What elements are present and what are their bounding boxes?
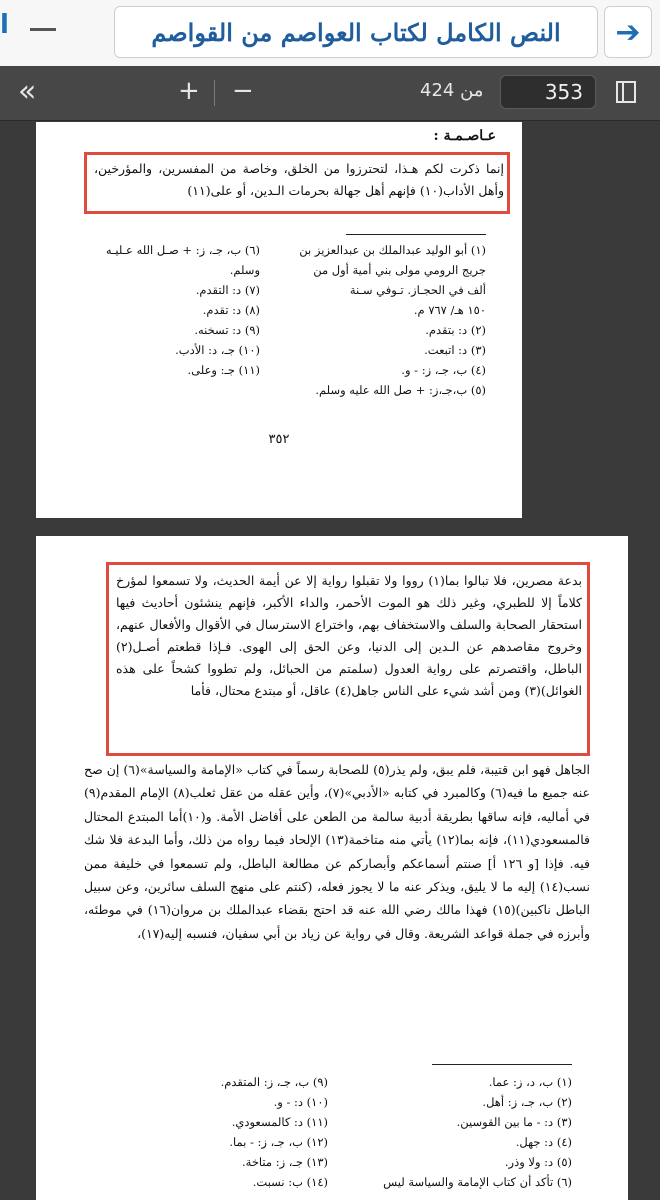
- body-paragraph: الجاهل فهو ابن قتيبة، فلم يبق، ولم يذر(٥) للصحابة رسماً في كتاب «الإمامة والسياسة»(٦) إن صح عنه جميع ما فيه(٦) وكالمبرد في كتابه «الأدبي»(٧)، وأين عقله من عقل ثعلب(٨) الإمام المقدم(٩) في أماليه، فإنه ساقها بطريقة أدبية سالمة من الطعن على أفاضل الأمة. و(١٠)أما المبتدع المحتال فالمسعودي(١١)، فإنه بما(١٢) يأتي منه متاخمة(١٣) الإلحاد فيما رواه من ذلك، وأما البدعة فلا شك فيه. فإذا [و ١٢٦ أ] صنتم أسماعكم وأبصاركم عن مطالعة الباطل، ولم تسمعوا في خليفة ممن نسب(١٤) إليه ما لا يليق، ويذكر عنه ما لا يجوز فعله، (كنتم على منهج السلف سائرين، وعن سبيل الباطل ناكبين)(١٥) فهذا مالك رضي الله عنه قد احتج بقضاء عبدالملك بن مروان(١٦) في موطئه، وأبرزه في جملة قواعد الشريعة. وقال في رواية عن زياد بن أبي سفيان، فنسبه إليه(١٧)،: [84, 762, 591, 941]
- top-nav-bar: [0, 0, 660, 67]
- footnote: (٦) ب، جـ، ز: + صـل الله عـليـه: [105, 243, 260, 257]
- pdf-page-353: [36, 536, 628, 1200]
- footnote: (١٠) د: - و.: [273, 1095, 328, 1109]
- page-number: ٣٥٢: [268, 432, 290, 447]
- toolbar-divider: [214, 80, 215, 106]
- footnote: ألف في الحجـاز. تـوفي سـنة: [349, 283, 486, 297]
- document-title: النص الكامل لكتاب العواصم من القواصم: [151, 17, 561, 47]
- footnote: ١٥٠ هـ/ ٧٦٧ م.: [413, 303, 486, 317]
- zoom-in-button[interactable]: +: [178, 76, 200, 106]
- footnote: وسلم.: [229, 263, 260, 277]
- footnotes-left-column: [128, 1072, 328, 1192]
- footnote: (١) ب، د، ز: عما.: [488, 1075, 572, 1089]
- footnote: (٥) ب،جـ،ز: + صل الله عليه وسلم.: [315, 383, 486, 397]
- footnote: (٣) د: اتبعت.: [424, 343, 486, 357]
- footnote: (٥) د: ولا وذر.: [504, 1155, 572, 1169]
- section-heading: عـاصـمـة :: [433, 128, 496, 144]
- footnote: (١٢) ب، جـ، ز: - بما.: [229, 1135, 328, 1149]
- edge-character: ا: [0, 10, 9, 40]
- sidebar-toggle-icon[interactable]: [616, 81, 636, 103]
- pdf-page-352: [36, 122, 522, 518]
- footnote-divider: [346, 234, 486, 235]
- footnote: (٨) د: تقدم.: [202, 303, 260, 317]
- footnote: (٤) د: جهل.: [515, 1135, 572, 1149]
- footnote: جريج الرومي مولى بني أمية أول من: [313, 263, 486, 277]
- double-chevron-left-icon[interactable]: «: [18, 74, 29, 109]
- arrow-right-icon: ➔: [615, 14, 641, 50]
- page-number-input[interactable]: [500, 75, 596, 109]
- back-button[interactable]: [604, 6, 652, 58]
- footnote: (١١) جـ: وعلى.: [187, 363, 260, 377]
- document-title-box: [114, 6, 598, 58]
- footnote: (٢) د: بتقدم.: [425, 323, 486, 337]
- footnote: (١٣) جـ، ز: متاخة.: [242, 1155, 328, 1169]
- footnote: (٣) د: - ما بين القوسين.: [456, 1115, 572, 1129]
- highlighted-paragraph: بدعة مصرين، فلا تبالوا بما(١) رووا ولا تقبلوا رواية إلا عن أيمة الحديث، ولا تسمعوا لمؤرخ كلاماً إلا للطبري، وغير ذلك هو الموت الأحمر، والداء الأكبر، فإنهم ينشئون أحاديث فيها استحقار الصحابة والسلف والاستخفاف بهم، واختراع الاسترسال في الأقوال والأفعال عنهم، وخروج مقاصدهم عن الـدين إلى الدنيا، وعن الحق إلى الهوى. فـإذا قطعتم أصـل(٢) الباطل، واقتصرتم على رواية العدول (سلمتم من الحبائل، ولم تطووا كشحاً على هذه الغوائل)(٣) ومن أشد شيء على الناس جاهل(٤) عاقل، أو مبتدع محتال، فأما: [116, 573, 583, 698]
- viewer-toolbar: [0, 66, 660, 121]
- footnote: (١١) د: كالمسعودي.: [231, 1115, 328, 1129]
- footnote: (٧) د: التقدم.: [195, 283, 260, 297]
- footnote: (١٠) جـ، د: الأدب.: [175, 343, 260, 357]
- footnotes-right-column: [342, 1072, 572, 1192]
- footnote: (١٤) ب: نسبت.: [252, 1175, 328, 1189]
- highlighted-paragraph: إنما ذكرت لكم هـذا، لتحترزوا من الخلق، وخاصة من المفسرين، والمؤرخين، وأهل الأداب(١٠) فإنهم أهل جهالة بحرمات الـدين، أو على(١١): [94, 161, 504, 198]
- footnote: (٦) تأكد أن كتاب الإمامة والسياسة ليس: [383, 1175, 572, 1189]
- footnotes-right-column: [276, 240, 486, 400]
- footnote: (٤) ب، جـ، ز: - و.: [401, 363, 486, 377]
- footnote: (٩) د: تسخنه.: [194, 323, 260, 337]
- footnote: (٢) ب، جـ، ز: أهل.: [482, 1095, 572, 1109]
- total-pages-label: من 424: [420, 80, 484, 101]
- footnotes-left-column: [60, 240, 260, 380]
- footnote: (٩) ب، جـ، ز: المتقدم.: [220, 1075, 328, 1089]
- footnote: (١) أبو الوليد عبدالملك بن عبدالعزيز بن: [299, 243, 486, 257]
- footnote-divider: [432, 1064, 572, 1065]
- minimize-icon[interactable]: [30, 28, 56, 31]
- zoom-out-button[interactable]: −: [232, 76, 254, 106]
